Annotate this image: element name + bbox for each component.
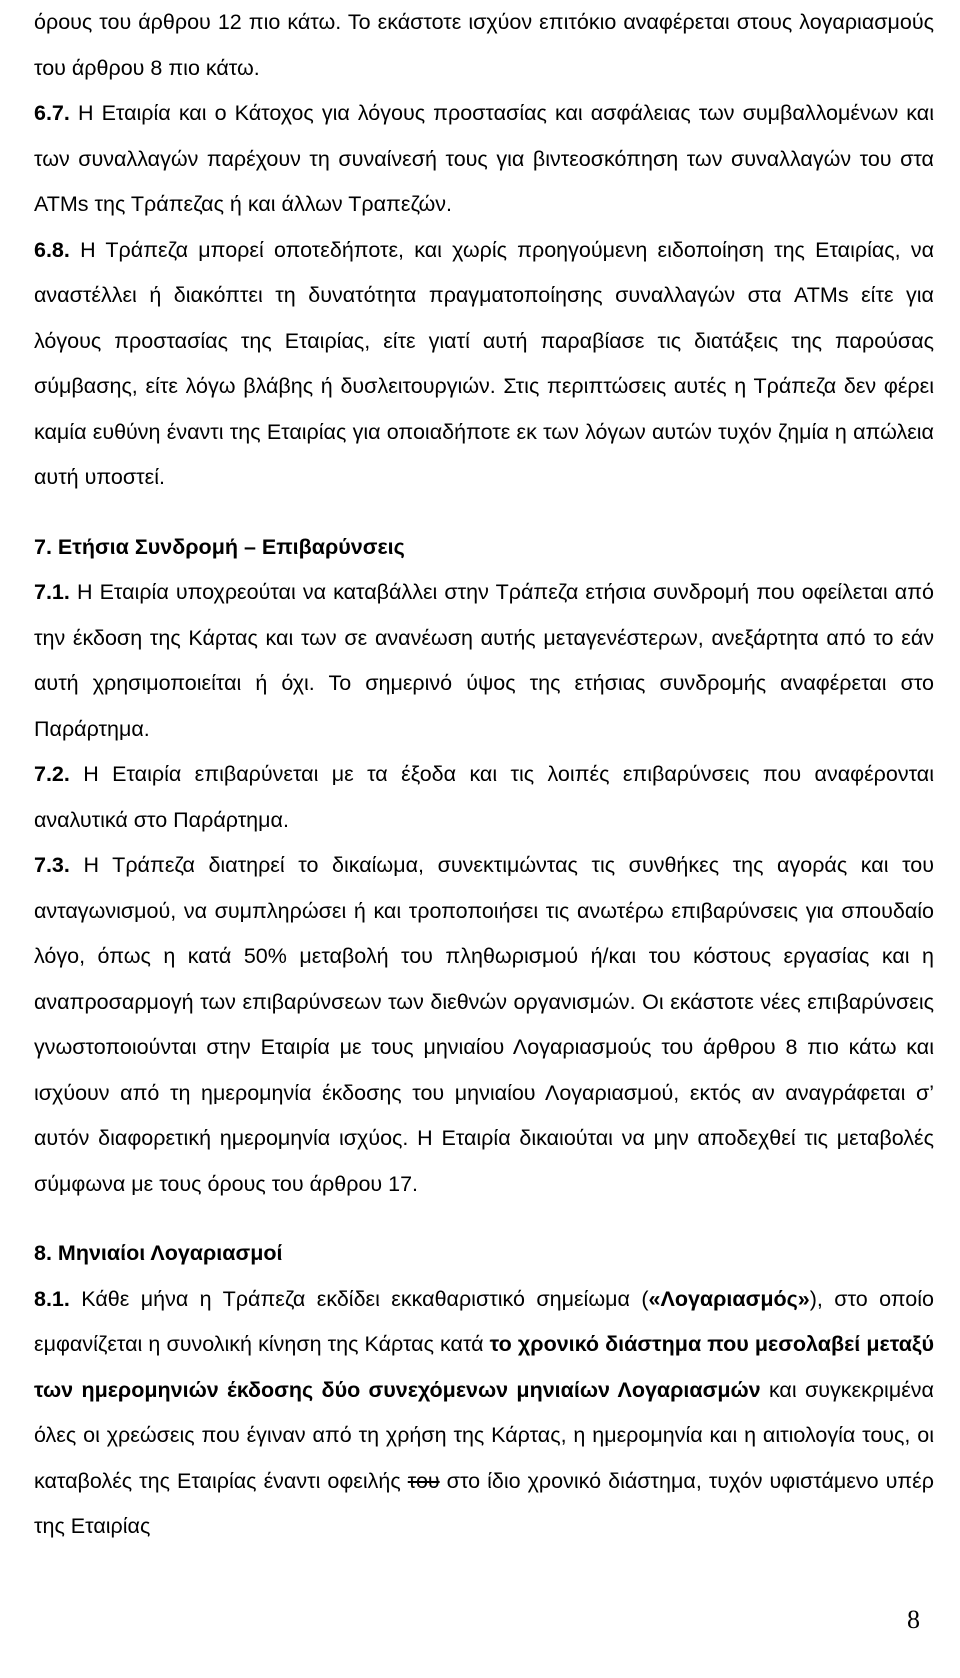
paragraph-7-2	[34, 752, 934, 843]
paragraph-text: Η Τράπεζα διατηρεί το δικαίωμα, συνεκτιμώντας τις συνθήκες της αγοράς και του ανταγωνισμού, να συμπληρώσει ή και τροποποιήσει τις ανωτέρω επιβαρύνσεις για σπουδαίο λόγο, όπως η κατά 50% μεταβολή του πληθωρισμού ή/και του κόστους εργασίας και η αναπροσαρμογή των επιβαρύνσεων των διεθνών οργανισμών. Οι εκάστοτε νέες επιβαρύνσεις γνωστοποιούνται στην Εταιρία με τους μηνιαίου Λογαριασμούς του άρθρου 8 πιο κάτω και ισχύουν από τη ημερομηνία έκδοσης του μηνιαίου Λογαριασμού, εκτός αν αναγράφεται σ’ αυτόν διαφορετική ημερομηνία ισχύος. Η Εταιρία δικαιούται να μην αποδεχθεί τις μεταβολές σύμφωνα με τους όρους του άρθρου 17.	[34, 853, 934, 1196]
paragraph-text: Η Εταιρία και ο Κάτοχος για λόγους προστασίας και ασφάλειας των συμβαλλομένων και των συναλλαγών παρέχουν τη συναίνεσή τους για βιντεοσκόπηση των συναλλαγών του στα ATMs της Τράπεζας ή και άλλων Τραπεζών.	[34, 101, 934, 216]
paragraph-text: Κάθε μήνα η Τράπεζα εκδίδει εκκαθαριστικό σημείωμα (	[69, 1286, 649, 1311]
page-number: 8	[907, 1605, 920, 1634]
clause-number: 7.2.	[34, 762, 70, 786]
bold-phrase: το χρονικό διάστημα που μεσολαβεί μεταξύ των ημερομηνιών έκδοσης δύο συνεχόμενων μηνιαίων Λογαριασμών	[34, 1332, 934, 1402]
paragraph-text: στο ίδιο χρονικό διάστημα, τυχόν υφιστάμενο υπέρ της Εταιρίας	[34, 1468, 934, 1538]
paragraph-7-1	[34, 570, 934, 752]
paragraph-text: όρους του άρθρου 12 πιο κάτω. Το εκάστοτε ισχύον επιτόκιο αναφέρεται στους λογαριασμούς του άρθρου 8 πιο κάτω.	[34, 10, 934, 80]
paragraph-6-6-continuation	[34, 0, 934, 91]
section-heading-8: 8. Μηνιαίοι Λογαριασμοί	[34, 1241, 283, 1265]
document-page	[34, 0, 934, 1550]
paragraph-text: ), στο οποίο εμφανίζεται η συνολική κίνηση της Κάρτας κατά	[34, 1286, 934, 1356]
paragraph-6-7	[34, 91, 934, 228]
struck-word: του	[407, 1468, 440, 1493]
defined-term: «Λογαριασμός»	[648, 1286, 810, 1311]
clause-number: 6.8.	[34, 237, 70, 262]
paragraph-text: Η Τράπεζα μπορεί οποτεδήποτε, και χωρίς προηγούμενη ειδοποίηση της Εταιρίας, να αναστέλλει ή διακόπτει τη δυνατότητα πραγματοποίησης συναλλαγών στα ATMs είτε για λόγους προστασίας της Εταιρίας, είτε γιατί αυτή παραβίασε τις διατάξεις της παρούσας σύμβασης, είτε λόγω βλάβης ή δυσλειτουργιών. Στις περιπτώσεις αυτές η Τράπεζα δεν φέρει καμία ευθύνη έναντι της Εταιρίας για οποιαδήποτε εκ των λόγων αυτών τυχόν ζημία η απώλεια αυτή υποστεί.	[34, 237, 934, 489]
clause-number: 6.7.	[34, 101, 70, 125]
paragraph-8-1	[34, 1277, 934, 1550]
paragraph-text: Η Εταιρία υποχρεούται να καταβάλλει στην Τράπεζα ετήσια συνδρομή που οφείλεται από την έκδοση της Κάρτας και των σε ανανέωση αυτής μεταγενέστερων, ανεξάρτητα από το εάν αυτή χρησιμοποιείται ή όχι. Το σημερινό ύψος της ετήσιας συνδρομής αναφέρεται στο Παράρτημα.	[34, 580, 934, 741]
clause-number: 7.1.	[34, 580, 70, 604]
clause-number: 8.1.	[34, 1286, 70, 1311]
paragraph-7-3	[34, 843, 934, 1207]
paragraph-text: και συγκεκριμένα όλες οι χρεώσεις που έγιναν από τη χρήση της Κάρτας, η ημερομηνία και η αιτιολογία τους, οι καταβολές της Εταιρίας έναντι οφειλής	[34, 1377, 934, 1493]
paragraph-6-8	[34, 228, 934, 501]
paragraph-text: Η Εταιρία επιβαρύνεται με τα έξοδα και τις λοιπές επιβαρύνσεις που αναφέρονται αναλυτικά στο Παράρτημα.	[34, 762, 934, 832]
clause-number: 7.3.	[34, 853, 70, 877]
section-heading-7: 7. Ετήσια Συνδρομή – Επιβαρύνσεις	[34, 534, 405, 559]
